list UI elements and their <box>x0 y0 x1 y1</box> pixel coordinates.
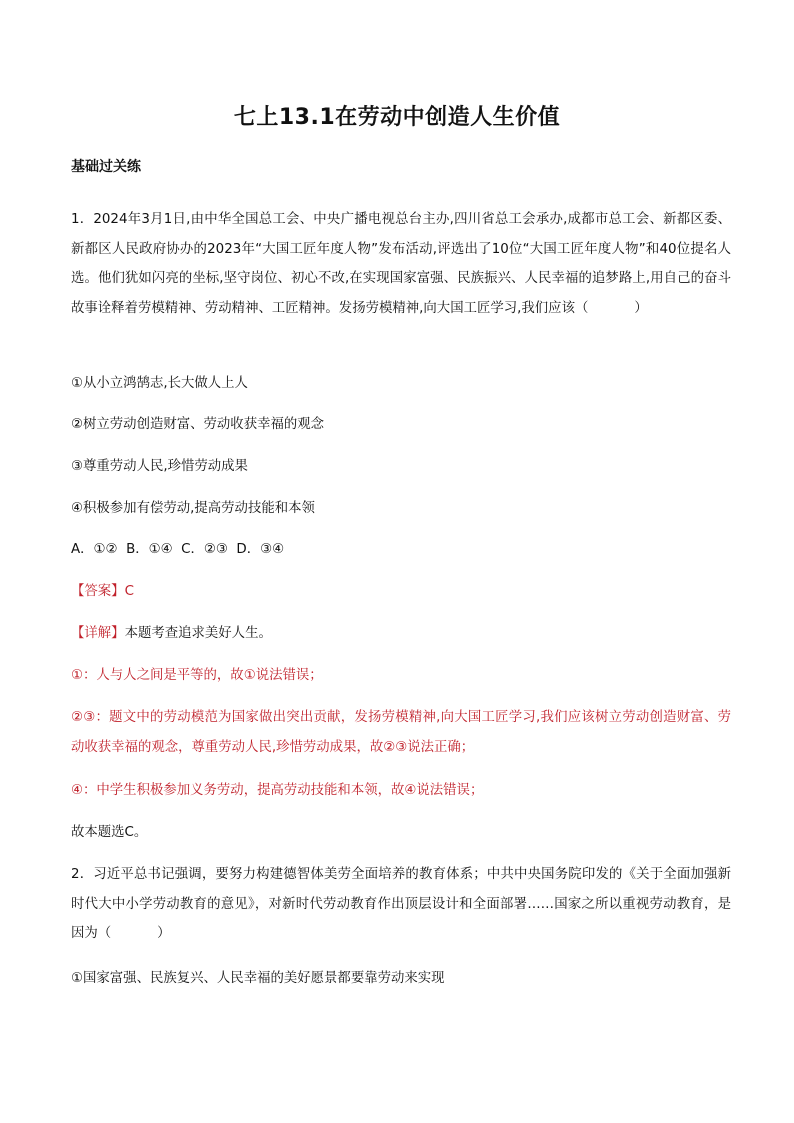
question-1-stem-text: 1．2024年3月1日,由中华全国总工会、中央广播电视总台主办,四川省总工会承办,成都市总工会、新都区委、新都区人民政府协办的2023年“大国工匠年度人物”发布活动,评选出了10位“大国工匠年度人物”和40位提名人选。他们犹如闪亮的坐标,坚守岗位、初心不改,在实现国家富强、民族振兴、人民幸福的追梦路上,用自己的奋斗故事诠释着劳模精神、劳动精神、工匠精神。发扬劳模精神,向大国工匠学习,我们应该（ <box>71 212 731 316</box>
detail-intro: 本题考查追求美好人生。 <box>124 626 272 641</box>
conclusion: 故本题选C。 <box>71 825 148 840</box>
analysis-item-1: ①：人与人之间是平等的，故①说法错误； <box>71 668 323 683</box>
answer-line <box>71 582 134 602</box>
detail-line <box>71 624 272 644</box>
section-heading: 基础过关练 <box>71 159 141 175</box>
question-1-option-4: ④积极参加有偿劳动,提高劳动技能和本领 <box>71 501 315 516</box>
analysis-item-3: ④：中学生积极参加义务劳动，提高劳动技能和本领，故④说法错误； <box>71 783 484 798</box>
answer-label: 【答案】 <box>71 584 125 599</box>
question-1-stem <box>71 205 731 323</box>
question-2-option-1: ①国家富强、民族复兴、人民幸福的美好愿景都要靠劳动来实现 <box>71 971 445 986</box>
question-1-option-1: ①从小立鸿鹄志,长大做人上人 <box>71 376 248 391</box>
question-1-option-3: ③尊重劳动人民,珍惜劳动成果 <box>71 459 248 474</box>
question-1-stem-close: ） <box>634 300 648 316</box>
page-title: 七上13.1在劳动中创造人生价值 <box>233 105 561 130</box>
question-2-stem-text: 2．习近平总书记强调，要努力构建德智体美劳全面培养的教育体系；中共中央国务院印发的《关于全面加强新时代大中小学劳动教育的意见》，对新时代劳动教育作出顶层设计和全面部署……国家之所以重视劳动教育，是因为（ <box>71 867 731 941</box>
answer-value: C <box>124 584 134 599</box>
detail-label: 【详解】 <box>71 626 125 641</box>
question-1-choices: A．①② B．①④ C．②③ D．③④ <box>71 542 285 557</box>
question-1-option-2: ②树立劳动创造财富、劳动收获幸福的观念 <box>71 417 325 432</box>
analysis-item-2: ②③：题文中的劳动模范为国家做出突出贡献，发扬劳模精神,向大国工匠学习,我们应该树立劳动创造财富、劳动收获幸福的观念，尊重劳动人民,珍惜劳动成果，故②③说法正确； <box>71 710 731 755</box>
question-2-stem-close: ） <box>157 926 171 941</box>
question-2-stem <box>71 860 731 949</box>
